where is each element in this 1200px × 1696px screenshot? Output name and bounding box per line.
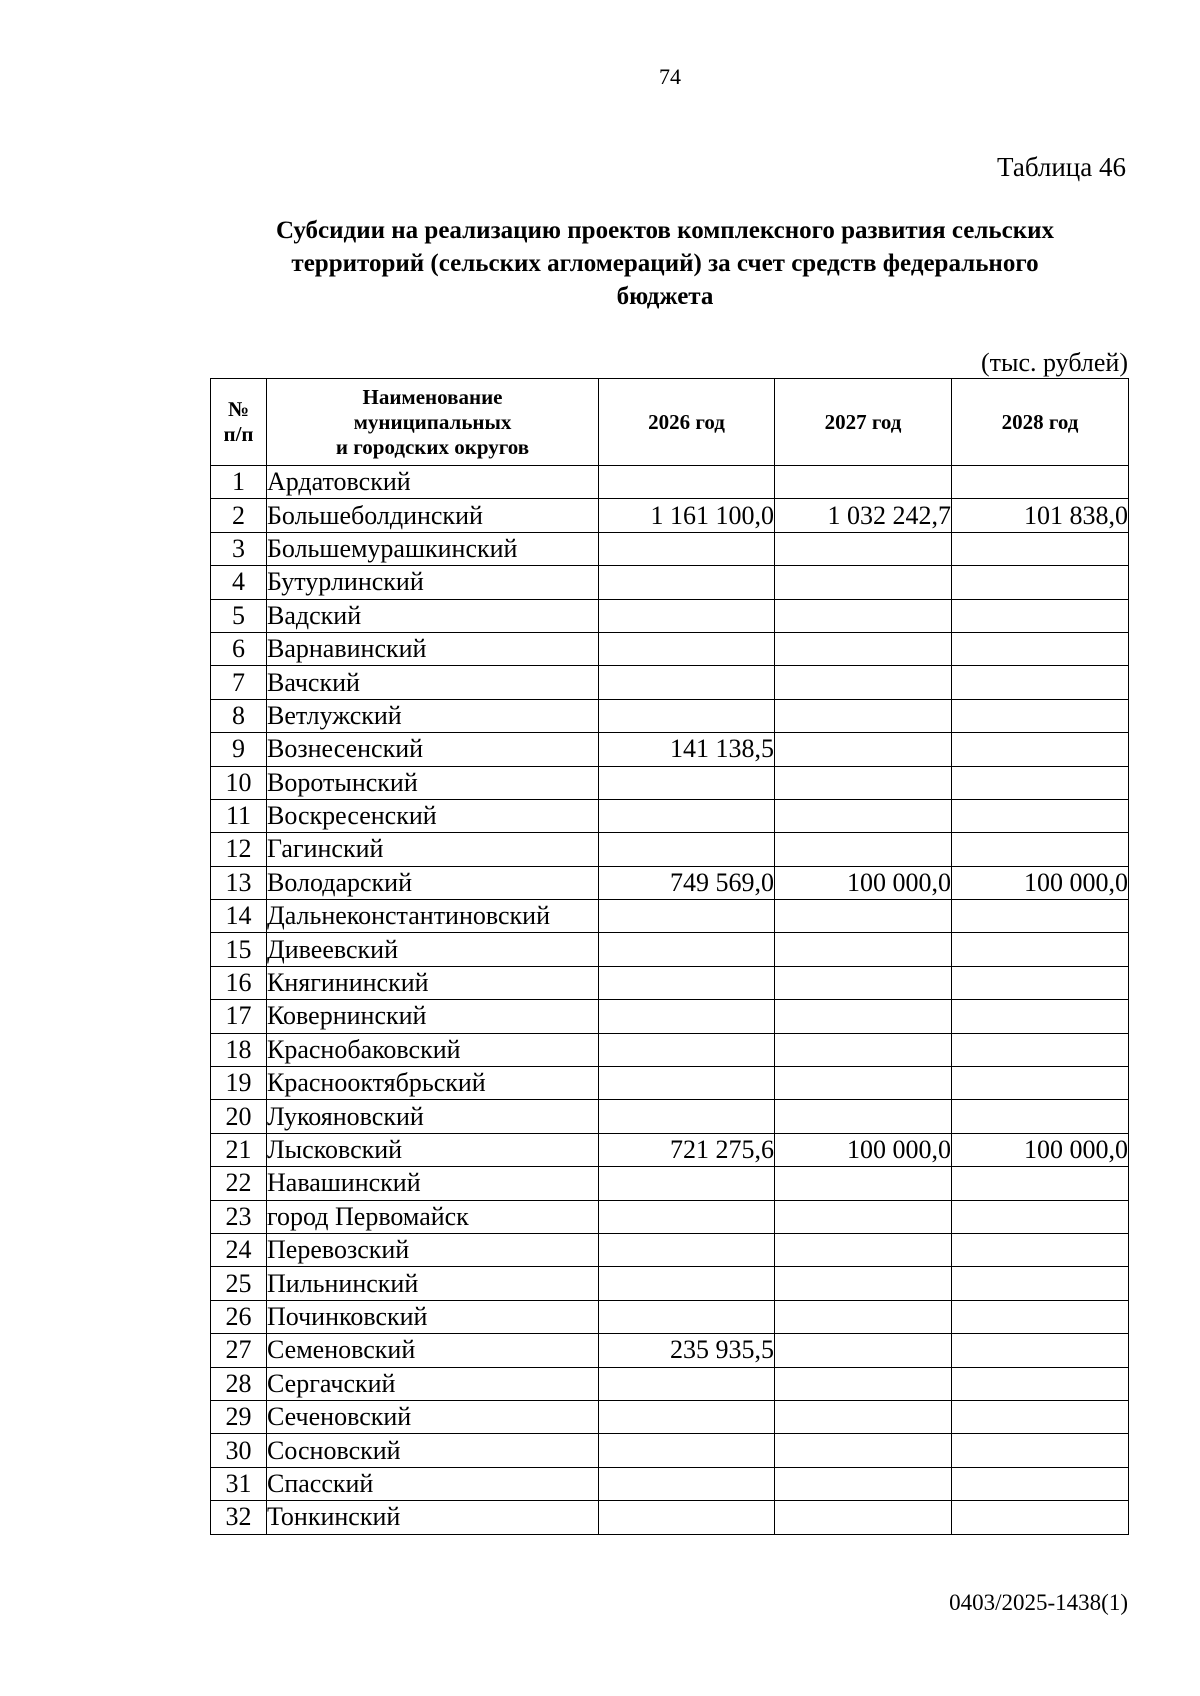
- row-number: 17: [211, 1000, 267, 1033]
- row-value-2028: [952, 599, 1129, 632]
- row-value-2026: [599, 1000, 775, 1033]
- row-value-2027: [775, 632, 952, 665]
- row-value-2026: [599, 1300, 775, 1333]
- row-value-2028: [952, 1167, 1129, 1200]
- row-name: Вачский: [267, 666, 599, 699]
- row-name: Сергачский: [267, 1367, 599, 1400]
- row-value-2026: [599, 1267, 775, 1300]
- row-number: 12: [211, 833, 267, 866]
- row-value-2027: [775, 1434, 952, 1467]
- table-row: [211, 1334, 1129, 1367]
- row-value-2026: [599, 632, 775, 665]
- row-name: Большеболдинский: [267, 499, 599, 532]
- row-name: Гагинский: [267, 833, 599, 866]
- row-value-2026: [599, 799, 775, 832]
- row-name: Большемурашкинский: [267, 532, 599, 565]
- row-value-2028: [952, 1033, 1129, 1066]
- row-value-2028: [952, 632, 1129, 665]
- row-name: Краснобаковский: [267, 1033, 599, 1066]
- table-label: Таблица 46: [997, 152, 1126, 182]
- page-number: 74: [659, 64, 681, 89]
- row-number: 28: [211, 1367, 267, 1400]
- row-number: 3: [211, 532, 267, 565]
- row-value-2026: [599, 1400, 775, 1433]
- table-row: [211, 532, 1129, 565]
- header-name: [267, 379, 599, 466]
- title-line: бюджета: [616, 283, 714, 310]
- table-row: [211, 1033, 1129, 1066]
- row-value-2026: [599, 833, 775, 866]
- row-value-2028: [952, 1501, 1129, 1534]
- row-value-2026: [599, 1100, 775, 1133]
- row-value-2026: [599, 1467, 775, 1500]
- table-row: [211, 699, 1129, 732]
- row-value-2026: 721 275,6: [599, 1133, 775, 1166]
- row-name: Починковский: [267, 1300, 599, 1333]
- table-row: [211, 1434, 1129, 1467]
- row-value-2026: [599, 966, 775, 999]
- row-value-2027: [775, 1367, 952, 1400]
- row-value-2026: 235 935,5: [599, 1334, 775, 1367]
- row-value-2028: 100 000,0: [952, 1133, 1129, 1166]
- row-number: 7: [211, 666, 267, 699]
- header-name-line: Наименование: [362, 384, 503, 409]
- row-value-2027: [775, 900, 952, 933]
- row-value-2026: [599, 1167, 775, 1200]
- table-row: [211, 1067, 1129, 1100]
- row-value-2026: [599, 599, 775, 632]
- row-name: Спасский: [267, 1467, 599, 1500]
- row-value-2027: [775, 1267, 952, 1300]
- row-value-2027: [775, 1233, 952, 1266]
- row-value-2028: [952, 1467, 1129, 1500]
- table-row: [211, 1200, 1129, 1233]
- row-number: 5: [211, 599, 267, 632]
- header-name-line: и городских округов: [335, 434, 530, 459]
- row-value-2026: [599, 1367, 775, 1400]
- row-number: 4: [211, 566, 267, 599]
- row-value-2026: [599, 1067, 775, 1100]
- row-value-2027: [775, 833, 952, 866]
- row-number: 6: [211, 632, 267, 665]
- row-number: 11: [211, 799, 267, 832]
- row-name: город Первомайск: [267, 1200, 599, 1233]
- table-row: [211, 499, 1129, 532]
- row-value-2027: [775, 966, 952, 999]
- row-value-2028: [952, 1434, 1129, 1467]
- row-name: Перевозский: [267, 1233, 599, 1266]
- row-value-2027: [775, 1501, 952, 1534]
- row-value-2026: [599, 699, 775, 732]
- header-2028: 2028 год: [952, 379, 1129, 466]
- row-value-2026: [599, 1501, 775, 1534]
- row-value-2027: [775, 666, 952, 699]
- row-value-2028: [952, 1000, 1129, 1033]
- row-value-2027: [775, 1033, 952, 1066]
- row-number: 9: [211, 733, 267, 766]
- row-number: 16: [211, 966, 267, 999]
- row-name: Сосновский: [267, 1434, 599, 1467]
- row-value-2027: 1 032 242,7: [775, 499, 952, 532]
- row-value-2028: [952, 1334, 1129, 1367]
- row-number: 25: [211, 1267, 267, 1300]
- row-value-2027: [775, 1300, 952, 1333]
- row-value-2027: [775, 933, 952, 966]
- row-number: 10: [211, 766, 267, 799]
- row-value-2027: [775, 733, 952, 766]
- row-value-2028: [952, 566, 1129, 599]
- row-name: Воскресенский: [267, 799, 599, 832]
- subsidy-table: [210, 378, 1129, 1535]
- row-value-2026: [599, 900, 775, 933]
- row-value-2026: [599, 1033, 775, 1066]
- row-name: Княгининский: [267, 966, 599, 999]
- document-code: 0403/2025-1438(1): [949, 1590, 1128, 1615]
- row-name: Вадский: [267, 599, 599, 632]
- row-value-2027: [775, 1334, 952, 1367]
- row-name: Навашинский: [267, 1167, 599, 1200]
- table-row: [211, 833, 1129, 866]
- row-value-2027: [775, 466, 952, 499]
- row-value-2026: [599, 566, 775, 599]
- row-value-2028: [952, 699, 1129, 732]
- row-value-2027: [775, 699, 952, 732]
- table-row: [211, 466, 1129, 499]
- table-row: [211, 1267, 1129, 1300]
- row-value-2026: [599, 933, 775, 966]
- row-value-2027: [775, 1100, 952, 1133]
- row-value-2028: [952, 799, 1129, 832]
- row-value-2028: [952, 966, 1129, 999]
- table-row: [211, 1233, 1129, 1266]
- table-row: [211, 866, 1129, 899]
- table-row: [211, 1501, 1129, 1534]
- row-value-2026: [599, 466, 775, 499]
- row-value-2027: [775, 566, 952, 599]
- row-value-2026: [599, 532, 775, 565]
- row-value-2026: [599, 666, 775, 699]
- row-number: 22: [211, 1167, 267, 1200]
- row-name: Варнавинский: [267, 632, 599, 665]
- row-name: Лукояновский: [267, 1100, 599, 1133]
- table-row: [211, 1000, 1129, 1033]
- row-value-2028: [952, 666, 1129, 699]
- row-value-2028: [952, 1067, 1129, 1100]
- row-number: 23: [211, 1200, 267, 1233]
- row-number: 31: [211, 1467, 267, 1500]
- row-name: Воротынский: [267, 766, 599, 799]
- row-value-2028: [952, 1200, 1129, 1233]
- row-name: Лысковский: [267, 1133, 599, 1166]
- row-value-2027: [775, 766, 952, 799]
- row-number: 1: [211, 466, 267, 499]
- row-number: 26: [211, 1300, 267, 1333]
- row-value-2028: [952, 933, 1129, 966]
- row-value-2026: [599, 1233, 775, 1266]
- row-value-2027: [775, 599, 952, 632]
- table-row: [211, 1167, 1129, 1200]
- header-name-line: муниципальных: [353, 409, 512, 434]
- table-row: [211, 599, 1129, 632]
- table-row: [211, 1133, 1129, 1166]
- table-row: [211, 566, 1129, 599]
- row-value-2026: 1 161 100,0: [599, 499, 775, 532]
- header-num-text: № п/п: [223, 397, 254, 446]
- table-row: [211, 1467, 1129, 1500]
- row-number: 32: [211, 1501, 267, 1534]
- table-row: [211, 1367, 1129, 1400]
- row-number: 14: [211, 900, 267, 933]
- table-header-row: [211, 379, 1129, 466]
- table-row: [211, 632, 1129, 665]
- row-value-2027: 100 000,0: [775, 866, 952, 899]
- table-row: [211, 1300, 1129, 1333]
- table-row: [211, 900, 1129, 933]
- row-value-2027: [775, 1467, 952, 1500]
- table-row: [211, 933, 1129, 966]
- row-number: 8: [211, 699, 267, 732]
- row-name: Тонкинский: [267, 1501, 599, 1534]
- row-number: 15: [211, 933, 267, 966]
- table-row: [211, 766, 1129, 799]
- row-value-2027: [775, 799, 952, 832]
- row-name: Ардатовский: [267, 466, 599, 499]
- row-value-2028: [952, 1267, 1129, 1300]
- row-number: 20: [211, 1100, 267, 1133]
- table-row: [211, 966, 1129, 999]
- row-name: Ковернинский: [267, 1000, 599, 1033]
- row-value-2028: [952, 733, 1129, 766]
- row-name: Пильнинский: [267, 1267, 599, 1300]
- table-row: [211, 1100, 1129, 1133]
- row-value-2028: 100 000,0: [952, 866, 1129, 899]
- row-value-2028: [952, 900, 1129, 933]
- row-value-2028: [952, 466, 1129, 499]
- units-label: (тыс. рублей): [980, 348, 1128, 377]
- header-2027: 2027 год: [775, 379, 952, 466]
- row-name: Дальнеконстантиновский: [267, 900, 599, 933]
- row-value-2027: [775, 1000, 952, 1033]
- row-number: 29: [211, 1400, 267, 1433]
- row-name: Краснооктябрьский: [267, 1067, 599, 1100]
- row-value-2028: [952, 1400, 1129, 1433]
- row-value-2027: [775, 1067, 952, 1100]
- row-value-2026: 749 569,0: [599, 866, 775, 899]
- row-number: 13: [211, 866, 267, 899]
- row-value-2027: [775, 1200, 952, 1233]
- row-value-2028: 101 838,0: [952, 499, 1129, 532]
- table-row: [211, 1400, 1129, 1433]
- header-2026: 2026 год: [599, 379, 775, 466]
- table-row: [211, 733, 1129, 766]
- row-number: 30: [211, 1434, 267, 1467]
- row-number: 2: [211, 499, 267, 532]
- row-name: Бутурлинский: [267, 566, 599, 599]
- title-line: Субсидии на реализацию проектов комплексного развития сельских: [275, 217, 1055, 244]
- row-number: 21: [211, 1133, 267, 1166]
- row-number: 18: [211, 1033, 267, 1066]
- row-value-2028: [952, 1100, 1129, 1133]
- row-value-2028: [952, 532, 1129, 565]
- row-value-2026: [599, 1434, 775, 1467]
- row-value-2027: 100 000,0: [775, 1133, 952, 1166]
- row-number: 19: [211, 1067, 267, 1100]
- row-value-2028: [952, 1233, 1129, 1266]
- row-number: 24: [211, 1233, 267, 1266]
- row-value-2027: [775, 532, 952, 565]
- table-row: [211, 799, 1129, 832]
- row-value-2026: [599, 1200, 775, 1233]
- title-line: территорий (сельских агломераций) за счет средств федерального: [291, 250, 1039, 277]
- row-name: Вознесенский: [267, 733, 599, 766]
- row-value-2026: 141 138,5: [599, 733, 775, 766]
- row-value-2028: [952, 833, 1129, 866]
- row-value-2028: [952, 1367, 1129, 1400]
- row-value-2027: [775, 1400, 952, 1433]
- row-value-2026: [599, 766, 775, 799]
- document-title: [210, 214, 1120, 313]
- row-name: Володарский: [267, 866, 599, 899]
- row-name: Сеченовский: [267, 1400, 599, 1433]
- header-num: [211, 379, 267, 466]
- row-name: Дивеевский: [267, 933, 599, 966]
- row-name: Семеновский: [267, 1334, 599, 1367]
- row-value-2027: [775, 1167, 952, 1200]
- row-number: 27: [211, 1334, 267, 1367]
- table-row: [211, 666, 1129, 699]
- row-name: Ветлужский: [267, 699, 599, 732]
- row-value-2028: [952, 1300, 1129, 1333]
- row-value-2028: [952, 766, 1129, 799]
